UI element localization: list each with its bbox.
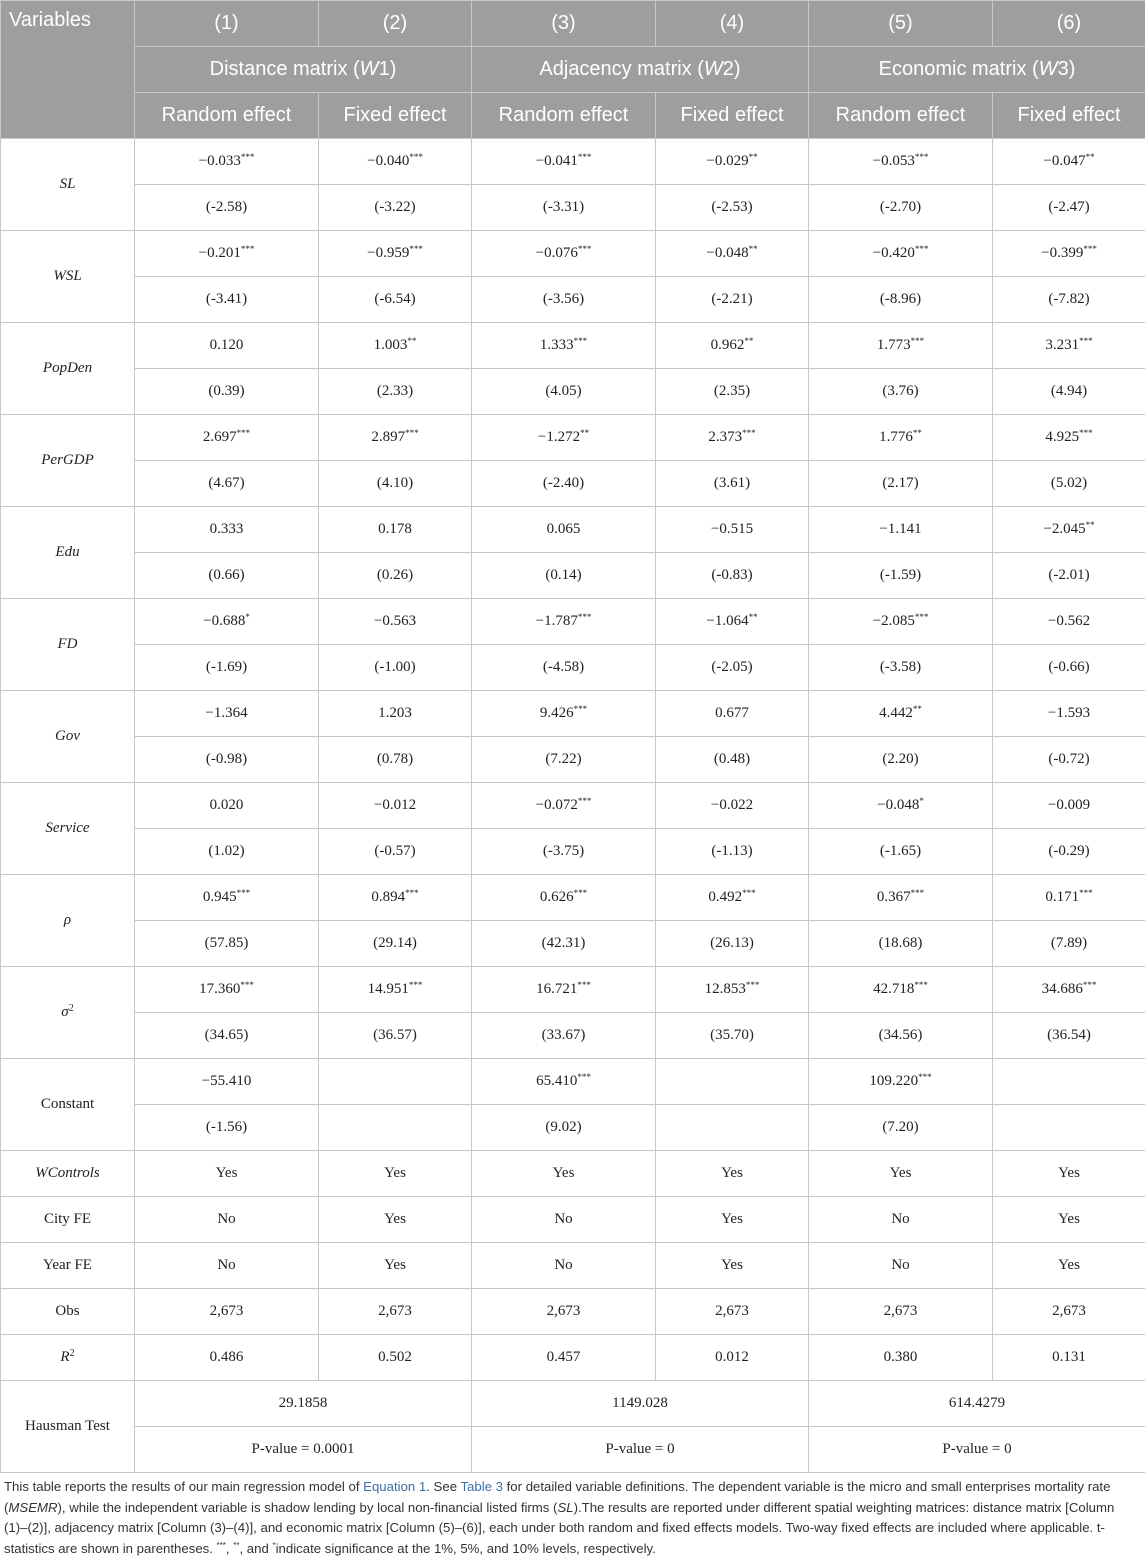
t-stat-cell: (36.54) xyxy=(993,1013,1145,1059)
variable-name-constant: Constant xyxy=(1,1059,135,1151)
coefficient-cell: −0.072*** xyxy=(472,783,656,829)
summary-cell: No xyxy=(135,1197,319,1243)
variable-name-hausman: Hausman Test xyxy=(1,1381,135,1473)
summary-cell: No xyxy=(135,1243,319,1289)
coefficient-cell: 0.945*** xyxy=(135,875,319,921)
t-stat-cell: (2.20) xyxy=(809,737,993,783)
coefficient-cell: −0.047** xyxy=(993,139,1145,185)
t-stat-cell: (-3.41) xyxy=(135,277,319,323)
t-stat-cell: (-3.22) xyxy=(319,185,472,231)
coefficient-cell: −0.201*** xyxy=(135,231,319,277)
summary-cell: Yes xyxy=(993,1151,1145,1197)
col-num-header: (3) xyxy=(472,1,656,47)
coefficient-cell: −1.272** xyxy=(472,415,656,461)
matrix-header-distance: Distance matrix (W1) xyxy=(135,47,472,93)
hausman-pvalue-cell: P-value = 0 xyxy=(472,1427,809,1473)
coefficient-cell: 1.333*** xyxy=(472,323,656,369)
summary-cell: Yes xyxy=(656,1151,809,1197)
t-stat-cell: (5.02) xyxy=(993,461,1145,507)
coefficient-cell: 1.003** xyxy=(319,323,472,369)
hausman-stat-cell: 1149.028 xyxy=(472,1381,809,1427)
t-stat-cell: (-3.31) xyxy=(472,185,656,231)
t-stat-cell: (-4.58) xyxy=(472,645,656,691)
t-stat-cell: (36.57) xyxy=(319,1013,472,1059)
coefficient-cell: 12.853*** xyxy=(656,967,809,1013)
empty-cell xyxy=(993,1105,1145,1151)
effect-header: Random effect xyxy=(472,93,656,139)
summary-cell: 0.502 xyxy=(319,1335,472,1381)
t-stat-cell: (-2.01) xyxy=(993,553,1145,599)
constant-row xyxy=(1,1059,1145,1105)
summary-cell: Yes xyxy=(135,1151,319,1197)
t-stat-cell: (4.67) xyxy=(135,461,319,507)
coefficient-cell: −1.593 xyxy=(993,691,1145,737)
t-stat-cell: (-0.29) xyxy=(993,829,1145,875)
t-stat-cell: (-1.69) xyxy=(135,645,319,691)
t-stat-cell: (18.68) xyxy=(809,921,993,967)
summary-cell: Yes xyxy=(472,1151,656,1197)
t-stat-cell: (29.14) xyxy=(319,921,472,967)
coefficient-cell: 0.492*** xyxy=(656,875,809,921)
summary-cell: No xyxy=(472,1243,656,1289)
effect-header: Fixed effect xyxy=(656,93,809,139)
t-stat-cell: (3.76) xyxy=(809,369,993,415)
variable-name: WControls xyxy=(1,1151,135,1197)
t-stat-cell: (-1.65) xyxy=(809,829,993,875)
coefficient-cell: −0.040*** xyxy=(319,139,472,185)
t-stat-cell: (34.56) xyxy=(809,1013,993,1059)
coefficient-cell: 0.020 xyxy=(135,783,319,829)
variable-name: $R^2$ xyxy=(1,1335,135,1381)
effect-header: Fixed effect xyxy=(319,93,472,139)
variable-name: PerGDP xyxy=(1,415,135,507)
coefficient-cell: −1.141 xyxy=(809,507,993,553)
variable-name: Service xyxy=(1,783,135,875)
coefficient-cell: 0.367*** xyxy=(809,875,993,921)
coefficient-row xyxy=(1,415,1145,461)
coefficient-cell: 0.677 xyxy=(656,691,809,737)
empty-cell xyxy=(319,1059,472,1105)
summary-cell: 0.380 xyxy=(809,1335,993,1381)
variable-name: WSL xyxy=(1,231,135,323)
variable-name: SL xyxy=(1,139,135,231)
coefficient-cell: −0.053*** xyxy=(809,139,993,185)
hausman-pvalue-cell: P-value = 0.0001 xyxy=(135,1427,472,1473)
t-stat-cell: (0.14) xyxy=(472,553,656,599)
coefficient-cell: −0.399*** xyxy=(993,231,1145,277)
t-stat-cell: (-0.72) xyxy=(993,737,1145,783)
coefficient-cell: 16.721*** xyxy=(472,967,656,1013)
coefficient-cell: 4.442** xyxy=(809,691,993,737)
summary-row xyxy=(1,1335,1145,1381)
t-stat-row xyxy=(1,461,1145,507)
coefficient-cell: 0.171*** xyxy=(993,875,1145,921)
t-stat-row xyxy=(1,829,1145,875)
equation-link[interactable]: Equation 1 xyxy=(363,1479,426,1494)
header-row-numbers xyxy=(1,1,1145,47)
t-stat-cell: (-2.05) xyxy=(656,645,809,691)
t-stat-cell: (35.70) xyxy=(656,1013,809,1059)
header-row-effects xyxy=(1,93,1145,139)
summary-cell: Yes xyxy=(993,1197,1145,1243)
t-stat-cell: (-2.21) xyxy=(656,277,809,323)
t-stat-cell: (-3.75) xyxy=(472,829,656,875)
t-stat-cell: (2.35) xyxy=(656,369,809,415)
t-stat-cell: (-2.58) xyxy=(135,185,319,231)
hausman-pvalue-cell: P-value = 0 xyxy=(809,1427,1145,1473)
t-stat-cell: (-7.82) xyxy=(993,277,1145,323)
matrix-header-economic: Economic matrix (W3) xyxy=(809,47,1145,93)
hausman-pvalue-row xyxy=(1,1427,1145,1473)
summary-cell: 2,673 xyxy=(809,1289,993,1335)
coefficient-cell: 0.120 xyxy=(135,323,319,369)
variable-name: City FE xyxy=(1,1197,135,1243)
t-stat-cell: (-0.57) xyxy=(319,829,472,875)
summary-cell: Yes xyxy=(993,1243,1145,1289)
col-num-header: (2) xyxy=(319,1,472,47)
summary-cell: No xyxy=(809,1243,993,1289)
coefficient-cell: 65.410*** xyxy=(472,1059,656,1105)
t-stat-cell: (57.85) xyxy=(135,921,319,967)
variable-name: PopDen xyxy=(1,323,135,415)
coefficient-cell: −2.045** xyxy=(993,507,1145,553)
variable-name: Year FE xyxy=(1,1243,135,1289)
empty-cell xyxy=(993,1059,1145,1105)
coefficient-cell: −0.033*** xyxy=(135,139,319,185)
coefficient-cell: 0.962** xyxy=(656,323,809,369)
summary-cell: Yes xyxy=(319,1243,472,1289)
t-stat-cell: (-3.56) xyxy=(472,277,656,323)
t-stat-cell: (-0.83) xyxy=(656,553,809,599)
summary-cell: 0.486 xyxy=(135,1335,319,1381)
t-stat-cell: (-0.98) xyxy=(135,737,319,783)
coefficient-cell: −0.562 xyxy=(993,599,1145,645)
t-stat-cell: (26.13) xyxy=(656,921,809,967)
coefficient-cell: 1.776** xyxy=(809,415,993,461)
summary-row xyxy=(1,1243,1145,1289)
hausman-stat-cell: 29.1858 xyxy=(135,1381,472,1427)
coefficient-cell: −0.563 xyxy=(319,599,472,645)
col-num-header: (5) xyxy=(809,1,993,47)
t-stat-cell: (-1.13) xyxy=(656,829,809,875)
coefficient-cell: 109.220*** xyxy=(809,1059,993,1105)
t-stat-cell: (33.67) xyxy=(472,1013,656,1059)
t-stat-cell: (-8.96) xyxy=(809,277,993,323)
coefficient-cell: −0.022 xyxy=(656,783,809,829)
coefficient-cell: 0.626*** xyxy=(472,875,656,921)
empty-cell xyxy=(656,1059,809,1105)
effect-header: Random effect xyxy=(809,93,993,139)
coefficient-cell: 2.897*** xyxy=(319,415,472,461)
coefficient-cell: −1.064** xyxy=(656,599,809,645)
col-num-header: (6) xyxy=(993,1,1145,47)
coefficient-cell: 1.773*** xyxy=(809,323,993,369)
coefficient-cell: −1.787*** xyxy=(472,599,656,645)
t-stat-cell: (-0.66) xyxy=(993,645,1145,691)
t-stat-row xyxy=(1,277,1145,323)
t-stat-cell: (-2.47) xyxy=(993,185,1145,231)
hausman-row xyxy=(1,1381,1145,1427)
coefficient-cell: 2.373*** xyxy=(656,415,809,461)
coefficient-cell: 14.951*** xyxy=(319,967,472,1013)
coefficient-row xyxy=(1,967,1145,1013)
t-stat-cell: (7.89) xyxy=(993,921,1145,967)
empty-cell xyxy=(656,1105,809,1151)
t-stat-cell: (0.26) xyxy=(319,553,472,599)
coefficient-row xyxy=(1,139,1145,185)
summary-cell: 0.131 xyxy=(993,1335,1145,1381)
empty-cell xyxy=(319,1105,472,1151)
coefficient-cell: 1.203 xyxy=(319,691,472,737)
t-stat-row xyxy=(1,185,1145,231)
t-stat-cell: (4.10) xyxy=(319,461,472,507)
t-stat-row xyxy=(1,921,1145,967)
coefficient-cell: 0.333 xyxy=(135,507,319,553)
coefficient-cell: 0.065 xyxy=(472,507,656,553)
t-stat-cell: (-6.54) xyxy=(319,277,472,323)
t-stat-cell: (-1.56) xyxy=(135,1105,319,1151)
summary-cell: Yes xyxy=(319,1151,472,1197)
coefficient-row xyxy=(1,875,1145,921)
summary-cell: 0.012 xyxy=(656,1335,809,1381)
coefficient-cell: −0.012 xyxy=(319,783,472,829)
summary-cell: No xyxy=(472,1197,656,1243)
t-stat-cell: (1.02) xyxy=(135,829,319,875)
t-stat-cell: (9.02) xyxy=(472,1105,656,1151)
t-stat-cell: (-3.58) xyxy=(809,645,993,691)
t-stat-cell: (0.66) xyxy=(135,553,319,599)
t-stat-cell: (2.33) xyxy=(319,369,472,415)
coefficient-cell: −0.041*** xyxy=(472,139,656,185)
header-row-matrices xyxy=(1,47,1145,93)
effect-header: Fixed effect xyxy=(993,93,1145,139)
t-stat-row xyxy=(1,737,1145,783)
t-stat-row xyxy=(1,369,1145,415)
col-num-header: (1) xyxy=(135,1,319,47)
t-stat-cell: (7.22) xyxy=(472,737,656,783)
summary-cell: 0.457 xyxy=(472,1335,656,1381)
coefficient-cell: 3.231*** xyxy=(993,323,1145,369)
summary-cell: Yes xyxy=(809,1151,993,1197)
summary-cell: 2,673 xyxy=(135,1289,319,1335)
variable-name: Gov xyxy=(1,691,135,783)
summary-cell: Yes xyxy=(656,1197,809,1243)
coefficient-cell: −0.048** xyxy=(656,231,809,277)
coefficient-cell: −0.048* xyxy=(809,783,993,829)
t-stat-row xyxy=(1,645,1145,691)
summary-cell: 2,673 xyxy=(472,1289,656,1335)
variable-name: $\sigma^2$ xyxy=(1,967,135,1059)
t-stat-row xyxy=(1,553,1145,599)
t-stat-cell: (2.17) xyxy=(809,461,993,507)
t-stat-cell: (-1.59) xyxy=(809,553,993,599)
t-stat-cell: (0.39) xyxy=(135,369,319,415)
t-stat-cell: (4.94) xyxy=(993,369,1145,415)
t-stat-cell: (42.31) xyxy=(472,921,656,967)
variables-header: Variables xyxy=(1,1,135,139)
summary-cell: Yes xyxy=(656,1243,809,1289)
coefficient-row xyxy=(1,783,1145,829)
coefficient-cell: 0.178 xyxy=(319,507,472,553)
t-stat-cell: (4.05) xyxy=(472,369,656,415)
coefficient-cell: −0.076*** xyxy=(472,231,656,277)
coefficient-cell: −0.688* xyxy=(135,599,319,645)
variable-name: ρ xyxy=(1,875,135,967)
coefficient-cell: −0.515 xyxy=(656,507,809,553)
coefficient-cell: −1.364 xyxy=(135,691,319,737)
coefficient-row xyxy=(1,691,1145,737)
table-header xyxy=(1,1,1145,139)
summary-cell: No xyxy=(809,1197,993,1243)
variable-name: FD xyxy=(1,599,135,691)
coefficient-cell: −55.410 xyxy=(135,1059,319,1105)
coefficient-cell: 2.697*** xyxy=(135,415,319,461)
summary-row xyxy=(1,1197,1145,1243)
t-stat-cell: (34.65) xyxy=(135,1013,319,1059)
effect-header: Random effect xyxy=(135,93,319,139)
coefficient-cell: −0.009 xyxy=(993,783,1145,829)
t-stat-cell: (0.78) xyxy=(319,737,472,783)
t-stat-cell: (7.20) xyxy=(809,1105,993,1151)
coefficient-cell: −0.029** xyxy=(656,139,809,185)
coefficient-cell: 17.360*** xyxy=(135,967,319,1013)
table-body xyxy=(1,139,1145,1473)
coefficient-cell: 0.894*** xyxy=(319,875,472,921)
summary-row xyxy=(1,1151,1145,1197)
coefficient-cell: 34.686*** xyxy=(993,967,1145,1013)
summary-cell: 2,673 xyxy=(319,1289,472,1335)
coefficient-cell: −0.420*** xyxy=(809,231,993,277)
t-stat-cell: (-2.70) xyxy=(809,185,993,231)
t-stat-row xyxy=(1,1105,1145,1151)
coefficient-cell: 9.426*** xyxy=(472,691,656,737)
t-stat-cell: (-1.00) xyxy=(319,645,472,691)
coefficient-cell: 42.718*** xyxy=(809,967,993,1013)
hausman-stat-cell: 614.4279 xyxy=(809,1381,1145,1427)
coefficient-row xyxy=(1,323,1145,369)
col-num-header: (4) xyxy=(656,1,809,47)
t-stat-row xyxy=(1,1013,1145,1059)
t-stat-cell: (3.61) xyxy=(656,461,809,507)
coefficient-row xyxy=(1,231,1145,277)
coefficient-cell: −0.959*** xyxy=(319,231,472,277)
summary-cell: 2,673 xyxy=(656,1289,809,1335)
summary-cell: 2,673 xyxy=(993,1289,1145,1335)
coefficient-row xyxy=(1,599,1145,645)
t-stat-cell: (-2.40) xyxy=(472,461,656,507)
variable-name: Edu xyxy=(1,507,135,599)
coefficient-cell: 4.925*** xyxy=(993,415,1145,461)
variable-name: Obs xyxy=(1,1289,135,1335)
t-stat-cell: (-2.53) xyxy=(656,185,809,231)
coefficient-row xyxy=(1,507,1145,553)
t-stat-cell: (0.48) xyxy=(656,737,809,783)
coefficient-cell: −2.085*** xyxy=(809,599,993,645)
summary-row xyxy=(1,1289,1145,1335)
table-footnote: This table reports the results of our main regression model of Equation 1. See Table 3 for detailed variable definitions. The dependent variable is the micro and small enterprises mortality rate (MSEMR), while the independent variable is shadow lending by local non-financial listed firms (SL).The results are reported under different spatial weighting matrices: distance matrix [Column (1)–(2)], adjacency matrix [Column (3)–(4)], and economic matrix [Column (5)–(6)], each under both random and fixed effects models. Two-way fixed effects are included where applicable. t-statistics are shown in parentheses. ***, **, and *indicate significance at the 1%, 5%, and 10% levels, respectively. xyxy=(0,1473,1145,1559)
matrix-header-adjacency: Adjacency matrix (W2) xyxy=(472,47,809,93)
table-link[interactable]: Table 3 xyxy=(460,1479,503,1494)
summary-cell: Yes xyxy=(319,1197,472,1243)
